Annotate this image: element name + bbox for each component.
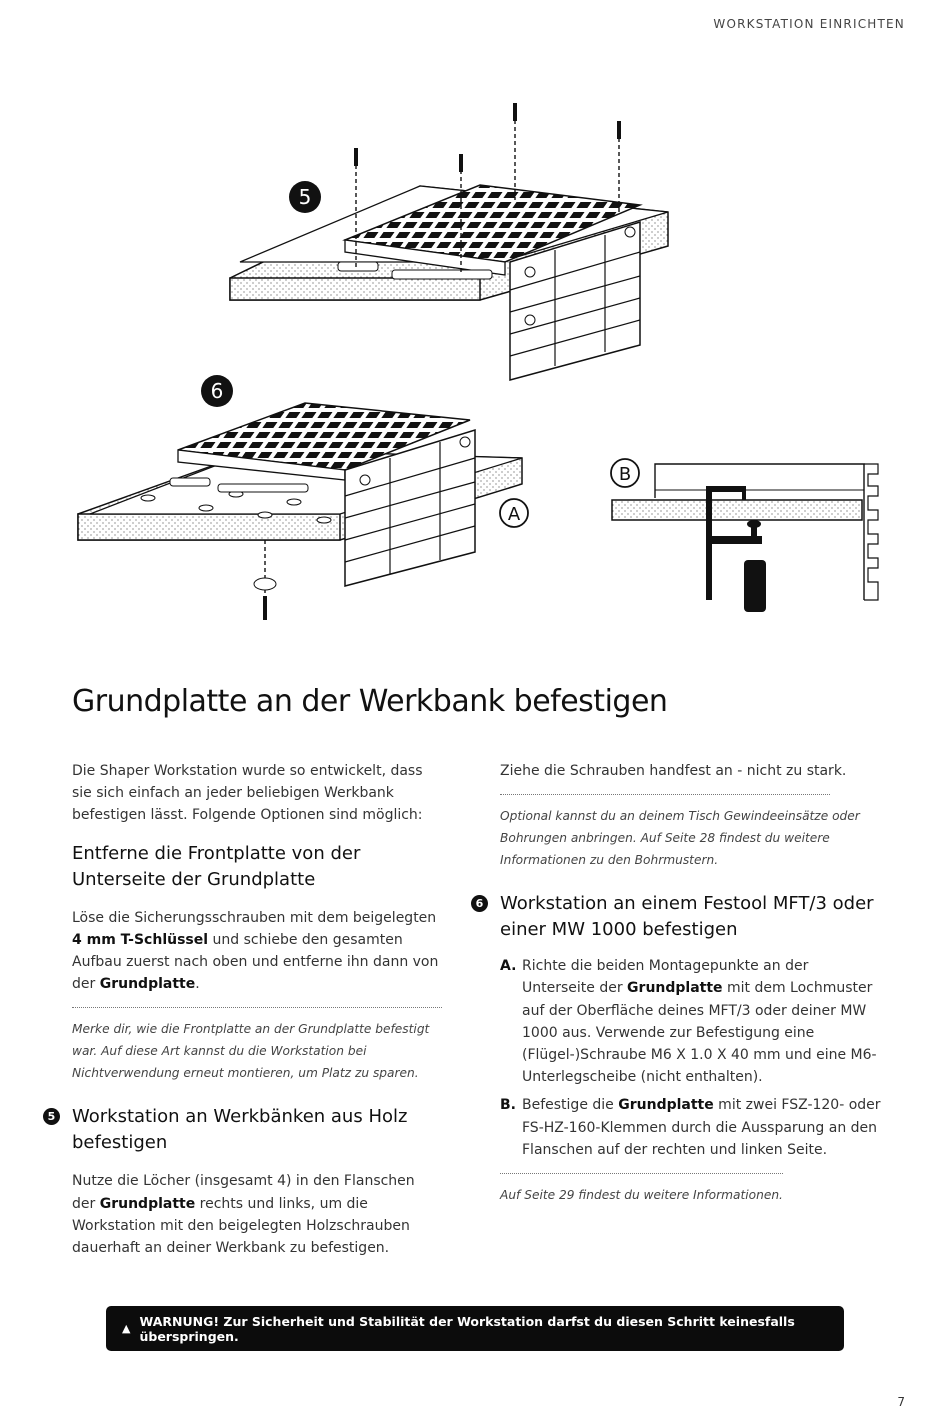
warning-triangle-icon: ▲ <box>122 1322 131 1335</box>
assembly-illustration <box>0 60 950 660</box>
dotted-divider <box>72 1007 442 1008</box>
step-6-item-a <box>500 955 885 1088</box>
step-5-badge: 5 <box>43 1108 60 1125</box>
step-5-heading <box>47 1104 442 1156</box>
step-6-item-b <box>500 1094 885 1161</box>
figure-5-wood-bench <box>230 103 668 380</box>
threaded-inserts-note: Optional kannst du an deinem Tisch Gewindeeinsätze oder Bohrungen anbringen. Auf Seite 28 findest du weitere Informationen zu den Bohrmustern. <box>500 809 860 868</box>
warning-banner <box>106 1306 844 1351</box>
intro-text: Die Shaper Workstation wurde so entwickelt, dass sie sich einfach an jeder beliebigen Werkbank befestigen lässt. Folgende Optionen sind möglich: <box>72 763 423 824</box>
section-heading-frontplate: Entferne die Frontplatte von der Unterseite der Grundplatte <box>72 842 361 890</box>
item-a-text: Richte die beiden Montagepunkte an der Unterseite der Grundplatte mit dem Lochmuster auf der Oberfläche deines MFT/3 oder deiner MW 1000 aus. Verwende zur Befestigung eine (Flügel-)Schraube M6 X 1.0 X 40 mm und eine M6-Unterlegscheibe (nicht enthalten). <box>522 958 877 1086</box>
step-5-instructions: Nutze die Löcher (insgesamt 4) in den Flanschen der Grundplatte rechts und links, um die Workstation mit den beigelegten Holzschrauben dauerhaft an deiner Werkbank zu befestigen. <box>72 1173 415 1257</box>
figure-label-5: 5 <box>298 185 312 209</box>
page-title: Grundplatte an der Werkbank befestigen <box>72 684 668 719</box>
warning-text: WARNUNG! Zur Sicherheit und Stabilität der Workstation darfst du diesen Schritt keinesfalls überspringen. <box>139 1313 795 1344</box>
step-5-title: Workstation an Werkbänken aus Holz befestigen <box>72 1106 408 1154</box>
frontplate-note: Merke dir, wie die Frontplatte an der Grundplatte befestigt war. Auf diese Art kannst du die Workstation bei Nichtverwendung erneut montieren, um Platz zu sparen. <box>72 1022 430 1081</box>
figure-b-clamp <box>611 459 878 612</box>
item-b-text: Befestige die Grundplatte mit zwei FSZ-120- oder FS-HZ-160-Klemmen durch die Aussparung an den Flanschen auf der rechten und linken Seite. <box>522 1097 881 1158</box>
section-header: WORKSTATION EINRICHTEN <box>713 17 905 31</box>
step-6-heading <box>475 891 885 943</box>
page-number: 7 <box>897 1395 905 1409</box>
step-6-title: Workstation an einem Festool MFT/3 oder einer MW 1000 befestigen <box>500 893 874 941</box>
figure-6-mft <box>78 375 528 620</box>
tighten-text: Ziehe die Schrauben handfest an - nicht zu stark. <box>500 763 847 779</box>
figure-label-6: 6 <box>210 379 224 403</box>
dotted-divider <box>500 1173 783 1174</box>
dotted-divider <box>500 794 830 795</box>
figure-label-a: A <box>507 504 521 525</box>
more-info-note: Auf Seite 29 findest du weitere Informationen. <box>500 1188 783 1203</box>
step-6-badge: 6 <box>471 895 488 912</box>
figure-label-b: B <box>618 464 632 485</box>
item-letter-a: A. <box>500 958 517 975</box>
left-column <box>47 760 442 1259</box>
right-column <box>475 760 885 1206</box>
frontplate-instructions: Löse die Sicherungsschrauben mit dem beigelegten 4 mm T-Schlüssel und schiebe den gesamten Aufbau zuerst nach oben und entferne ihn dann von der Grundplatte. <box>72 909 439 993</box>
item-letter-b: B. <box>500 1097 516 1114</box>
